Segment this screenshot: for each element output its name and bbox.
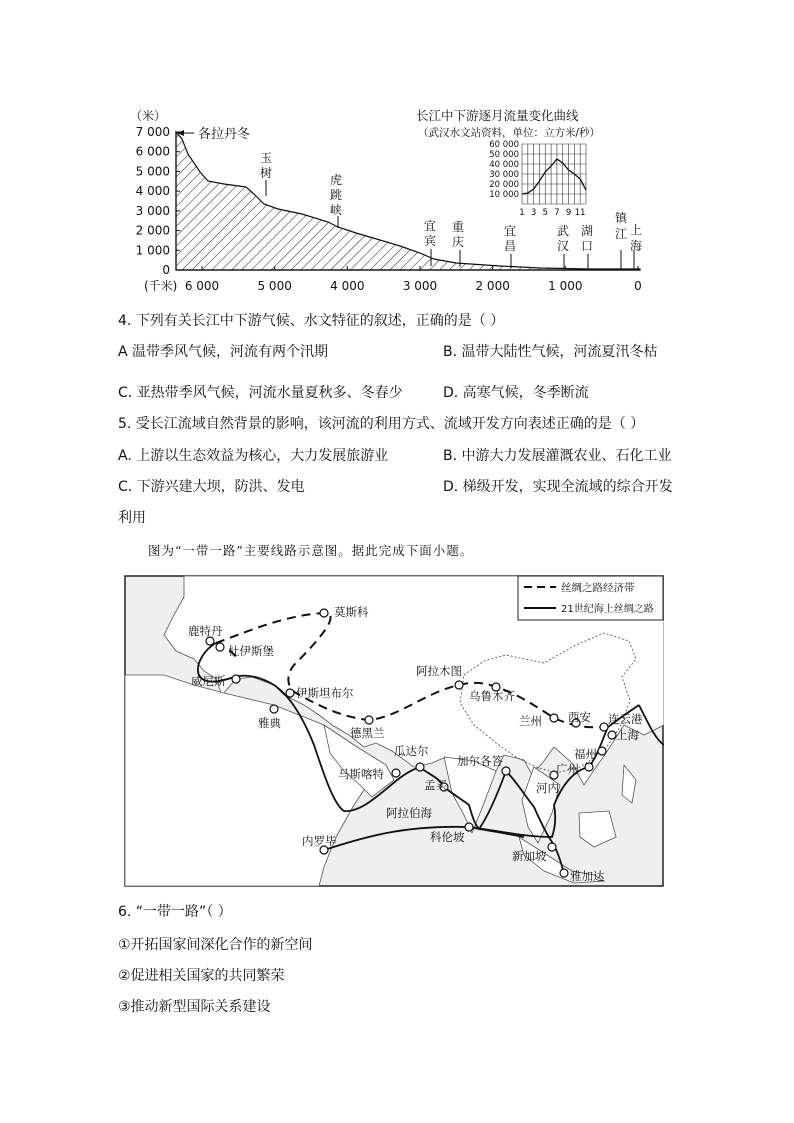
athens-marker bbox=[270, 705, 278, 713]
inset-title: 长江中下游逐月流量变化曲线 bbox=[416, 108, 579, 123]
city-kolkata: 加尔各答 bbox=[457, 754, 503, 768]
legend-belt: 丝绸之路经济带 bbox=[561, 582, 635, 594]
q5-option-d[interactable]: D. 梯级开发，实现全流域的综合开发 bbox=[443, 479, 673, 495]
inset-x-tick-label: 3 bbox=[530, 208, 537, 218]
colombo-marker bbox=[465, 823, 473, 831]
city-jakarta: 雅加达 bbox=[570, 869, 605, 883]
city-almaty: 阿拉木图 bbox=[416, 664, 462, 678]
singapore-marker bbox=[548, 843, 556, 851]
inset-x-tick-label: 11 bbox=[574, 208, 586, 218]
inset-y-tick-label: 50 000 bbox=[489, 150, 519, 160]
svg-text:宜: 宜 bbox=[424, 219, 437, 233]
city-muscat: 马斯喀特 bbox=[338, 767, 384, 781]
moscow-marker bbox=[320, 609, 328, 617]
inset-subtitle: （武汉水文站资料，单位：立方米/秒） bbox=[418, 127, 601, 139]
q6-stem: 6. “一带一路”（ ） bbox=[118, 904, 232, 920]
inset-y-tick-label: 10 000 bbox=[489, 190, 519, 200]
city-venice: 威尼斯 bbox=[191, 674, 226, 688]
belt-road-map bbox=[124, 575, 664, 887]
q4-option-a[interactable]: A 温带季风气候，河流有两个汛期 bbox=[118, 344, 329, 360]
city-shanghai: 上海 bbox=[616, 728, 639, 742]
place-hukou bbox=[581, 223, 593, 269]
city-hanoi: 河内 bbox=[536, 781, 559, 795]
kolkata-marker bbox=[502, 767, 510, 775]
y-tick-label: 2 000 bbox=[135, 223, 170, 238]
inset-y-tick-label: 60 000 bbox=[489, 140, 519, 150]
q5-option-c[interactable]: C. 下游兴建大坝，防洪、发电 bbox=[118, 479, 305, 495]
inset-x-tick-label: 1 bbox=[519, 208, 525, 218]
inset-y-tick-label: 30 000 bbox=[489, 170, 519, 180]
svg-text:武: 武 bbox=[557, 224, 570, 238]
city-moscow: 莫斯科 bbox=[334, 605, 369, 619]
q5-option-a[interactable]: A. 上游以生态效益为核心，大力发展旅游业 bbox=[118, 448, 389, 464]
city-rotterdam: 鹿特丹 bbox=[188, 624, 223, 638]
y-tick-label: 3 000 bbox=[135, 203, 170, 218]
city-arabian-sea: 阿拉伯海 bbox=[386, 806, 432, 820]
guangzhou-marker bbox=[585, 763, 593, 771]
city-colombo: 科伦坡 bbox=[430, 830, 465, 844]
svg-text:树: 树 bbox=[260, 166, 273, 180]
inset-x-tick-label: 5 bbox=[542, 208, 548, 218]
place-yichang bbox=[504, 224, 516, 268]
city-lanzhou: 兰州 bbox=[519, 714, 542, 728]
tehran-marker bbox=[365, 716, 373, 724]
city-lianyungang: 连云港 bbox=[608, 712, 643, 726]
shanghai-marker bbox=[608, 731, 616, 739]
city-nairobi: 内罗毕 bbox=[302, 834, 337, 848]
city-singapore: 新加坡 bbox=[512, 849, 547, 863]
svg-text:汉: 汉 bbox=[557, 239, 570, 253]
city-urumqi: 乌鲁木齐 bbox=[469, 689, 515, 703]
map-caption: 图为“一带一路”主要线路示意图。据此完成下面小题。 bbox=[148, 543, 474, 558]
city-duisburg: 杜伊斯堡 bbox=[228, 644, 274, 658]
place-wuhan bbox=[557, 223, 569, 269]
y-tick-label: 4 000 bbox=[135, 184, 170, 199]
y-unit-label: （米） bbox=[130, 109, 167, 123]
y-tick-label: 6 000 bbox=[135, 144, 170, 159]
inset-y-tick-label: 40 000 bbox=[489, 160, 519, 170]
yangtze-profile-chart bbox=[120, 104, 660, 296]
q4-stem: 4. 下列有关长江中下游气候、水文特征的叙述，正确的是（ ） bbox=[118, 313, 505, 329]
city-fuzhou: 福州 bbox=[574, 747, 597, 761]
svg-text:海: 海 bbox=[630, 239, 643, 253]
place-hutiaoxia bbox=[330, 172, 342, 228]
q6-option-1[interactable]: ①开拓国家间深化合作的新空间 bbox=[118, 937, 313, 953]
x-tick-label: 6 000 bbox=[184, 279, 220, 293]
city-xian: 西安 bbox=[568, 710, 591, 724]
svg-text:镇: 镇 bbox=[615, 211, 628, 225]
svg-text:口: 口 bbox=[581, 239, 594, 253]
x-unit-label: (千米) bbox=[144, 279, 178, 293]
lianyungang-marker bbox=[600, 723, 608, 731]
x-tick-label: 1 000 bbox=[548, 279, 583, 293]
q6-option-3[interactable]: ③推动新型国际关系建设 bbox=[118, 999, 271, 1015]
place-chongqing bbox=[452, 219, 464, 267]
svg-text:跳: 跳 bbox=[330, 188, 343, 202]
q4-option-b[interactable]: B. 温带大陆性气候，河流夏汛冬枯 bbox=[443, 344, 658, 360]
city-mumbai: 孟买 bbox=[424, 778, 447, 792]
source-label: 各拉丹冬 bbox=[198, 127, 251, 142]
place-yushu bbox=[260, 151, 272, 196]
city-guangzhou: 广州 bbox=[556, 762, 579, 776]
y-tick-label: 0 bbox=[162, 263, 170, 277]
svg-text:玉: 玉 bbox=[260, 151, 273, 165]
q4-option-d[interactable]: D. 高寒气候，冬季断流 bbox=[443, 385, 589, 401]
q6-option-2[interactable]: ②促进相关国家的共同繁荣 bbox=[118, 968, 285, 984]
x-tick-label: 2 000 bbox=[475, 279, 510, 293]
svg-text:昌: 昌 bbox=[504, 239, 517, 253]
inset-y-tick-label: 20 000 bbox=[489, 180, 519, 190]
svg-text:上: 上 bbox=[630, 223, 643, 237]
inset-chart bbox=[489, 140, 586, 218]
x-tick-label: 3 000 bbox=[402, 279, 438, 293]
y-tick-label: 1 000 bbox=[135, 243, 170, 258]
legend-road: 21世纪海上丝绸之路 bbox=[561, 604, 654, 615]
istanbul-marker bbox=[286, 689, 294, 697]
place-zhenjiang bbox=[615, 210, 628, 269]
almaty-marker bbox=[455, 681, 463, 689]
q5-option-d-cont: 利用 bbox=[118, 510, 146, 526]
svg-text:重: 重 bbox=[452, 220, 465, 234]
muscat-marker bbox=[392, 769, 400, 777]
city-gwadar: 瓜达尔 bbox=[394, 744, 429, 758]
venice-marker bbox=[232, 675, 240, 683]
jakarta-marker bbox=[560, 869, 568, 877]
city-athens: 雅典 bbox=[258, 716, 281, 730]
q4-option-c[interactable]: C. 亚热带季风气候，河流水量夏秋多、冬春少 bbox=[118, 385, 403, 401]
x-tick-label: 5 000 bbox=[257, 279, 292, 293]
fuzhou-marker bbox=[598, 747, 606, 755]
svg-text:湖: 湖 bbox=[581, 224, 594, 238]
city-tehran: 德黑兰 bbox=[350, 726, 385, 740]
rotterdam-marker bbox=[206, 637, 214, 645]
svg-text:宾: 宾 bbox=[424, 234, 437, 248]
river-profile-area bbox=[176, 132, 643, 270]
svg-text:江: 江 bbox=[615, 227, 628, 241]
y-tick-label: 7 000 bbox=[135, 125, 170, 139]
inset-x-tick-label: 9 bbox=[565, 208, 572, 218]
duisburg-marker bbox=[216, 643, 224, 651]
svg-text:庆: 庆 bbox=[452, 235, 465, 249]
svg-text:虎: 虎 bbox=[330, 173, 343, 187]
lanzhou-marker bbox=[550, 714, 558, 722]
y-tick-label: 5 000 bbox=[135, 164, 170, 179]
place-shanghai bbox=[630, 222, 642, 269]
q5-option-b[interactable]: B. 中游大力发展灌溉农业、石化工业 bbox=[443, 448, 672, 464]
x-tick-label: 4 000 bbox=[330, 279, 365, 293]
map-legend bbox=[518, 576, 663, 620]
q5-stem: 5. 受长江流域自然背景的影响，该河流的利用方式、流域开发方向表述正确的是（ ） bbox=[118, 416, 645, 432]
gwadar-marker bbox=[416, 763, 424, 771]
svg-text:峡: 峡 bbox=[330, 203, 343, 217]
x-tick-label: 0 bbox=[634, 279, 642, 293]
city-istanbul: 伊斯坦布尔 bbox=[296, 686, 354, 700]
inset-x-tick-label: 7 bbox=[554, 208, 560, 218]
svg-text:宜: 宜 bbox=[504, 224, 517, 238]
y-axis-ticks bbox=[136, 125, 180, 277]
